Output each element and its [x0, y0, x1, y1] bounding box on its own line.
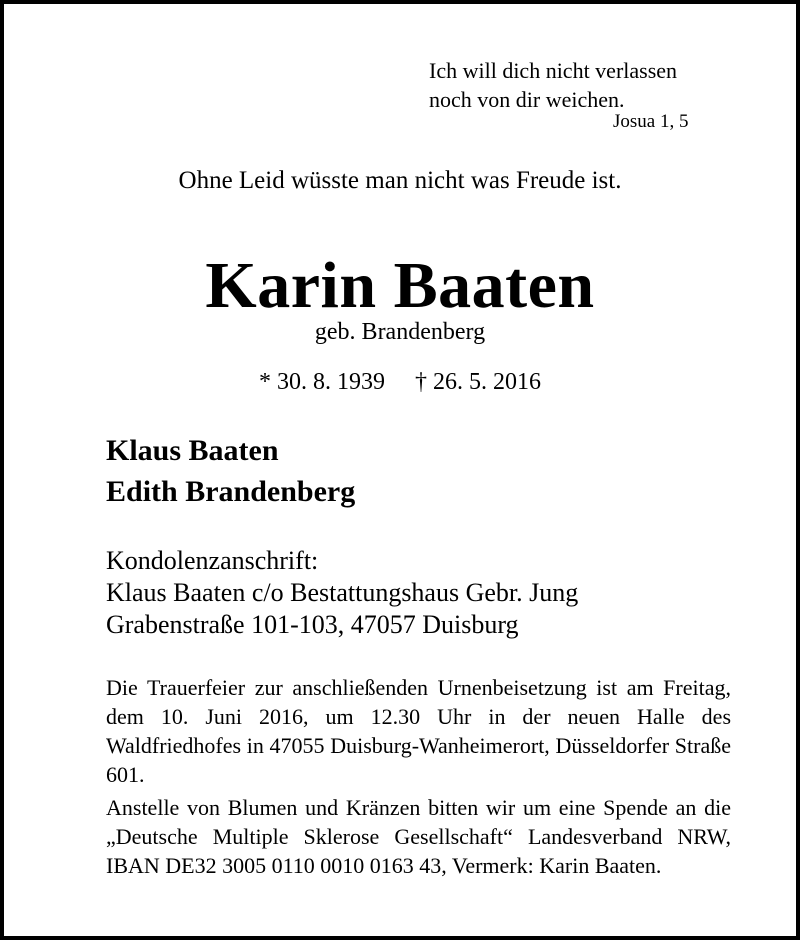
condolence-address [106, 545, 578, 641]
bible-verse [429, 56, 677, 114]
verse-line-1: Ich will dich nicht verlassen [429, 58, 678, 83]
mourners [106, 430, 355, 512]
condolence-heading: Kondolenzanschrift: [106, 546, 319, 575]
condolence-line: Grabenstraße 101-103, 47057 Duisburg [106, 610, 519, 639]
donation-info: Anstelle von Blumen und Kränzen bitten wir um eine Spende an die „Deutsche Multiple Sklerose Gesellschaft“ Landesverband NRW, IBAN DE32 3005 0110 0010 0163 43, Vermerk: Karin Baaten. [106, 795, 731, 878]
condolence-line: Klaus Baaten c/o Bestattungshaus Gebr. Jung [106, 578, 579, 607]
birth-name: geb. Brandenberg [314, 319, 486, 345]
motto: Ohne Leid wüsste man nicht was Freude ist. [178, 167, 622, 194]
death-date: † 26. 5. 2016 [415, 369, 541, 395]
service-info: Die Trauerfeier zur anschließenden Urnenbeisetzung ist am Freitag, dem 10. Juni 2016, um 12.30 Uhr in der neuen Halle des Waldfriedhofes in 47055 Duisburg-Wanheimerort, Düsseldorfer Straße 601. [106, 675, 731, 787]
mourner-name: Edith Brandenberg [106, 475, 356, 508]
life-dates [4, 369, 796, 396]
verse-line-2: noch von dir weichen. [429, 87, 625, 112]
mourner-name: Klaus Baaten [106, 434, 279, 467]
verse-reference: Josua 1, 5 [613, 111, 689, 132]
deceased-name: Karin Baaten [205, 249, 595, 322]
birth-date: * 30. 8. 1939 [259, 369, 385, 395]
